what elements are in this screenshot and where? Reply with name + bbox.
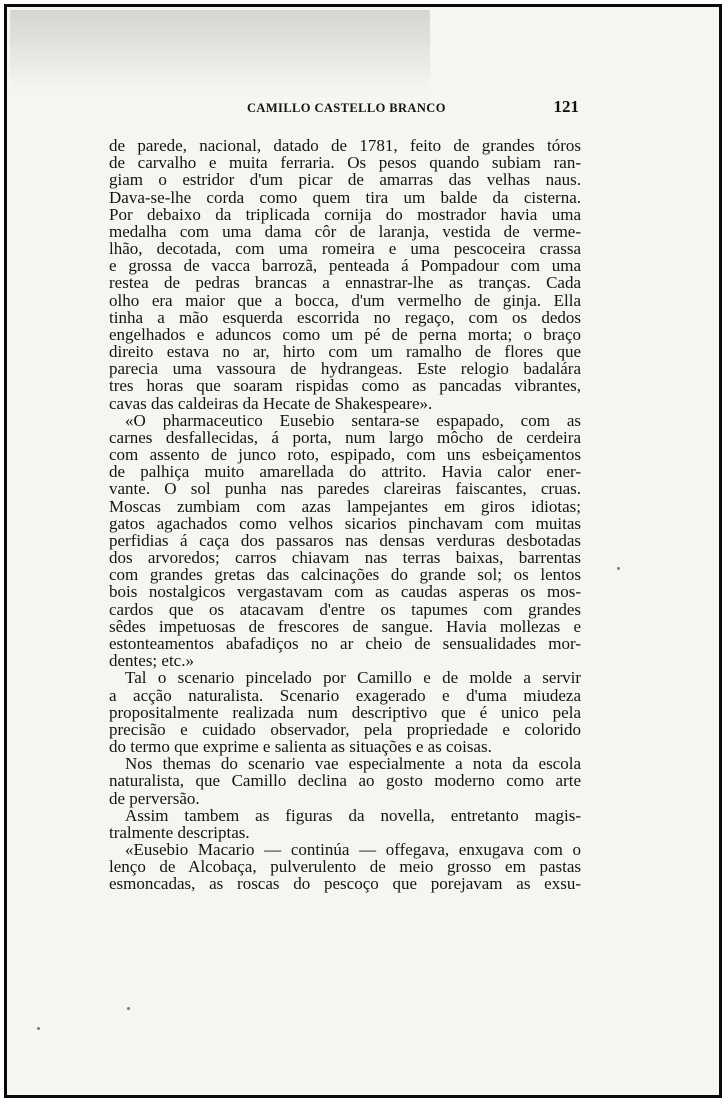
text-line: gatos agachados como velhos sicarios pinchavam com muitas bbox=[109, 513, 581, 533]
text-line: dentes; etc.» bbox=[109, 651, 194, 671]
text-line: carnes desfallecidas, á porta, num largo môcho de cerdeira bbox=[109, 427, 581, 447]
text-line: bois nostalgicos vergastavam com as caudas asperas os mos- bbox=[109, 582, 581, 602]
paragraph-start-line: «O pharmaceutico Eusebio sentara-se espapado, com as bbox=[125, 410, 581, 430]
text-line: giam o estridor d'um picar de amarras das velhas naus. bbox=[109, 170, 581, 190]
page-header bbox=[107, 95, 589, 123]
text-line: esmoncadas, as roscas do pescoço que porejavam as exsu- bbox=[109, 874, 581, 894]
text-line: de perversão. bbox=[109, 788, 200, 808]
body-text bbox=[109, 137, 581, 893]
scan-speck bbox=[127, 1007, 130, 1010]
scan-speck bbox=[617, 567, 620, 570]
text-line: estonteamentos abafadiços no ar cheio de sensualidades mor- bbox=[109, 633, 581, 653]
text-line: cardos que os atacavam d'entre os tapumes com grandes bbox=[109, 599, 581, 619]
text-line: tres horas que soaram rispidas como as pancadas vibrantes, bbox=[109, 376, 581, 396]
text-line: a acção naturalista. Scenario exagerado e d'uma miudeza bbox=[109, 685, 581, 705]
text-line: cavas das caldeiras da Hecate de Shakespeare». bbox=[109, 393, 433, 413]
text-line: parecia uma vassoura de hydrangeas. Este relogio badalára bbox=[109, 359, 581, 379]
text-line: lenço de Alcobaça, pulverulento de meio grosso em pastas bbox=[109, 857, 581, 877]
running-head: CAMILLO CASTELLO BRANCO bbox=[247, 101, 446, 115]
text-line: propositalmente realizada num descriptivo que é unico pela bbox=[109, 702, 581, 722]
text-line: engelhados e aduncos como um pé de perna morta; o braço bbox=[109, 324, 581, 344]
text-line: do termo que exprime e salienta as situações e as coisas. bbox=[109, 737, 492, 757]
text-line: restea de pedras brancas a ennastrar-lhe as tranças. Cada bbox=[109, 273, 581, 293]
text-line: e grossa de vacca barrozã, penteada á Pompadour com uma bbox=[109, 256, 581, 276]
text-line: sêdes impetuosas de frescores de sangue. Havia mollezas e bbox=[109, 616, 581, 636]
text-line: precisão e cuidado observador, pela propriedade e colorido bbox=[109, 719, 581, 739]
text-line: naturalista, que Camillo declina ao gosto moderno como arte bbox=[109, 771, 581, 791]
paragraph-start-line: «Eusebio Macario — continúa — offegava, enxugava com o bbox=[125, 840, 581, 860]
text-line: de carvalho e muita ferraria. Os pesos quando subiam ran- bbox=[109, 153, 581, 173]
text-line: com assento de junco roto, espipado, com uns esbeiçamentos bbox=[109, 445, 581, 465]
paragraph-start-line: Assim tambem as figuras da novella, entretanto magis- bbox=[125, 805, 581, 825]
text-line: Dava-se-lhe corda como quem tira um balde da cisterna. bbox=[109, 187, 581, 207]
paragraph-start-line: Nos themas do scenario vae especialmente a nota da escola bbox=[125, 754, 581, 774]
text-line: olho era maior que a bocca, d'um vermelho de ginja. Ella bbox=[109, 290, 581, 310]
text-line: medalha com uma dama côr de laranja, vestida de verme- bbox=[109, 221, 581, 241]
text-line: perfidias á caça dos passaros nas densas verduras desbotadas bbox=[109, 530, 581, 550]
text-line: tinha a mão esquerda escorrida no regaço, com os dedos bbox=[109, 307, 581, 327]
text-line: com grandes gretas das calcinações do grande sol; os lentos bbox=[109, 565, 581, 585]
text-line: dos arvoredos; carros chiavam nas terras baixas, barrentas bbox=[109, 548, 581, 568]
scan-smudge bbox=[10, 10, 430, 90]
page-number: 121 bbox=[553, 97, 579, 116]
text-line: de parede, nacional, datado de 1781, feito de grandes tóros bbox=[109, 136, 581, 155]
text-line: lhão, decotada, com uma romeira e uma pescoceira crassa bbox=[109, 239, 581, 259]
text-line: Moscas zumbiam com azas lampejantes em giros idiotas; bbox=[109, 496, 581, 516]
text-line: tralmente descriptas. bbox=[109, 822, 250, 842]
paragraph-start-line: Tal o scenario pincelado por Camillo e de molde a servir bbox=[125, 668, 581, 688]
text-line: de palhiça muito amarellada do attrito. Havia calor ener- bbox=[109, 462, 581, 482]
page bbox=[4, 4, 722, 1098]
text-line: Por debaixo da triplicada cornija do mostrador havia uma bbox=[109, 204, 581, 224]
text-line: direito estava no ar, hirto com um ramalho de flores que bbox=[109, 342, 581, 362]
text-line: vante. O sol punha nas paredes clareiras faiscantes, cruas. bbox=[109, 479, 581, 499]
scan-speck bbox=[37, 1027, 40, 1030]
